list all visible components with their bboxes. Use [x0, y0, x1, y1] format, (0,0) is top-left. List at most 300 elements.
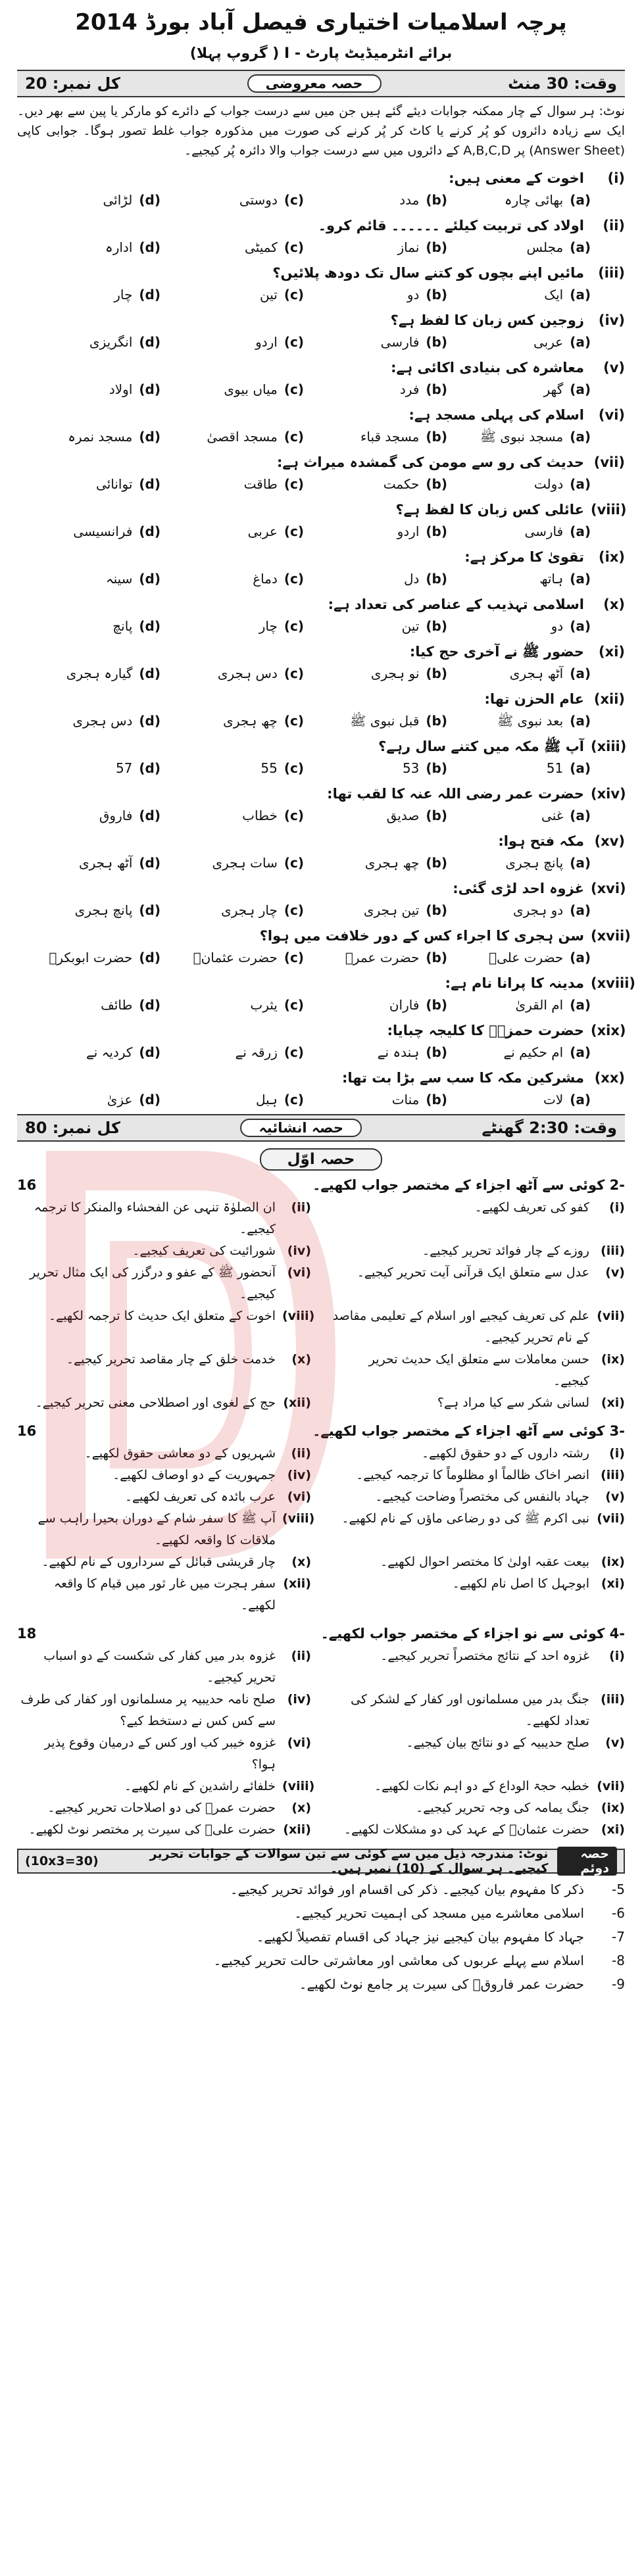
- mcq-stem: [17, 498, 625, 521]
- mcq-number: (xiii): [591, 739, 627, 754]
- part-number: (viii): [282, 1779, 315, 1793]
- mcq-stem: [17, 641, 625, 663]
- mcq-item: [17, 925, 631, 968]
- objective-header-bar: [17, 70, 625, 97]
- mcq-stem: [17, 404, 625, 426]
- essay-text: ذکر کا مفہوم بیان کیجیے۔ ذکر کی اقسام اور فوائد تحریر کیجیے۔: [230, 1882, 584, 1897]
- mcq-option: [17, 331, 160, 352]
- option-text: دس ہجری: [217, 666, 278, 681]
- option-text: اولاد: [109, 381, 133, 397]
- option-text: ایک: [544, 287, 564, 303]
- part-number: (i): [609, 1446, 625, 1461]
- mcq-item: [17, 498, 625, 542]
- option-letter: (a): [570, 381, 591, 397]
- option-letter: (b): [426, 192, 447, 208]
- part-number: (ii): [291, 1446, 311, 1461]
- part-number: (iv): [287, 1468, 311, 1482]
- part-text: حضرت عثمانؓ کے عہد کی دو مشکلات لکھیے۔: [343, 1822, 589, 1837]
- option-letter: (a): [570, 476, 591, 492]
- option-letter: (d): [139, 571, 160, 587]
- mcq-stem: [17, 167, 625, 189]
- option-text: فرد: [399, 381, 420, 397]
- short-question-part: [331, 1819, 625, 1841]
- part-text: چار قریشی قبائل کے سرداروں کے نام لکھیے۔: [41, 1555, 276, 1569]
- option-letter: (d): [139, 429, 160, 445]
- part-number: (vi): [287, 1736, 311, 1750]
- part-text: انصر اخاک ظالماً او مظلوماً کا ترجمہ کیجیے۔: [356, 1468, 589, 1482]
- mcq-option: [160, 616, 304, 637]
- option-letter: (d): [139, 192, 160, 208]
- option-text: حضرت علیؓ: [489, 950, 564, 965]
- option-text: حضرت ابوبکرؓ: [49, 950, 133, 965]
- part-number: (vii): [597, 1779, 625, 1793]
- mcq-options: [17, 474, 625, 495]
- mcq-option: [304, 710, 447, 731]
- option-letter: (b): [426, 523, 447, 539]
- mcq-number: (iii): [598, 265, 625, 281]
- mcq-question-text: حضور ﷺ نے آخری حج کیا:: [409, 644, 584, 660]
- mcq-option: [304, 379, 447, 400]
- option-letter: (c): [284, 666, 304, 681]
- mcq-stem: [17, 262, 625, 284]
- short-question-part: [331, 1689, 625, 1732]
- option-text: آٹھ ہجری: [78, 855, 133, 871]
- option-letter: (a): [570, 808, 591, 823]
- short-question-part: [331, 1240, 625, 1262]
- mcq-option: [304, 805, 447, 826]
- short-question-part: [331, 1551, 625, 1573]
- mcq-option: [17, 900, 160, 921]
- option-text: 53: [402, 760, 420, 776]
- option-text: تین: [401, 618, 420, 634]
- option-text: دولت: [533, 476, 564, 492]
- part-number: (xi): [601, 1396, 625, 1410]
- mcq-option: [160, 426, 304, 447]
- part-text: غزوہ احد کے نتائج مختصراً تحریر کیجیے۔: [380, 1649, 589, 1663]
- part-two-bar: [17, 1849, 625, 1874]
- short-question-part: [17, 1645, 311, 1689]
- option-letter: (d): [139, 239, 160, 255]
- option-text: یثرب: [250, 997, 278, 1013]
- mcq-option: [304, 1089, 447, 1110]
- part-two-label: حصہ دوئم: [557, 1847, 617, 1876]
- option-text: مسجد قباء: [360, 429, 420, 445]
- option-letter: (b): [426, 334, 447, 350]
- mcq-option: [447, 331, 591, 352]
- option-text: فرانسیسی: [73, 523, 133, 539]
- mcq-number: (ii): [603, 218, 625, 233]
- part-text: حضرت علیؓ کی سیرت پر مختصر نوٹ لکھیے۔: [28, 1822, 276, 1837]
- part-text: رشتہ داروں کے دو حقوق لکھیے۔: [422, 1446, 589, 1461]
- short-question-part: [331, 1573, 625, 1616]
- option-text: زرقہ نے: [235, 1044, 278, 1060]
- part-text: جمہوریت کے دو اوصاف لکھیے۔: [112, 1468, 276, 1482]
- mcq-option: [447, 1042, 591, 1063]
- part-text: جنگ یمامہ کی وجہ تحریر کیجیے۔: [416, 1801, 589, 1815]
- option-letter: (a): [570, 1044, 591, 1060]
- mcq-stem: [17, 451, 625, 474]
- part-number: (ii): [291, 1649, 311, 1663]
- mcq-options: [17, 284, 625, 305]
- mcq-option: [447, 994, 591, 1015]
- mcq-option: [304, 947, 447, 968]
- part-number: (v): [605, 1736, 625, 1750]
- part-text: خدمت خلق کے چار مقاصد تحریر کیجیے۔: [66, 1352, 276, 1367]
- essay-number: -8: [612, 1953, 625, 1968]
- mcq-stem: [17, 877, 625, 900]
- option-letter: (b): [426, 381, 447, 397]
- part-text: عرب بائدہ کی تعریف لکھیے۔: [124, 1490, 276, 1504]
- option-letter: (a): [570, 713, 591, 729]
- part-number: (ii): [291, 1200, 311, 1215]
- mcq-item: [17, 877, 625, 921]
- objective-time: وقت: 30 منٹ: [508, 74, 617, 93]
- mcq-item: [17, 214, 625, 258]
- option-text: 51: [546, 760, 564, 776]
- objective-total-marks: کل نمبر: 20: [25, 74, 120, 93]
- short-question-part: [331, 1732, 625, 1776]
- option-letter: (b): [426, 239, 447, 255]
- mcq-options: [17, 237, 625, 258]
- mcq-option: [160, 710, 304, 731]
- mcq-option: [17, 568, 160, 589]
- option-letter: (c): [284, 239, 304, 255]
- part-text: خطبہ حجۃ الوداع کے دو اہم نکات لکھیے۔: [374, 1779, 589, 1793]
- mcq-question-text: مدینہ کا پرانا نام ہے:: [445, 975, 584, 991]
- mcq-option: [160, 900, 304, 921]
- option-letter: (d): [139, 713, 160, 729]
- mcq-number: (vi): [598, 407, 625, 423]
- mcq-item: [17, 451, 625, 495]
- mcq-item: [17, 262, 625, 305]
- option-letter: (a): [570, 429, 591, 445]
- option-text: دو ہجری: [512, 902, 564, 918]
- mcq-stem: [17, 593, 625, 616]
- option-text: میاں بیوی: [224, 381, 278, 397]
- mcq-item: [17, 972, 636, 1015]
- option-text: مسجد نبوی ﷺ: [480, 429, 564, 445]
- part-text: حضرت عمرؓ کی دو اصلاحات تحریر کیجیے۔: [47, 1801, 276, 1815]
- short-question-part: [17, 1305, 315, 1349]
- mcq-options: [17, 758, 625, 779]
- part-text: ابوجہل کا اصل نام لکھیے۔: [452, 1576, 589, 1591]
- essay-number: -9: [612, 1976, 625, 1992]
- option-letter: (d): [139, 476, 160, 492]
- subjective-total-marks: کل نمبر: 80: [25, 1119, 120, 1137]
- option-text: آٹھ ہجری: [509, 666, 564, 681]
- option-letter: (c): [284, 902, 304, 918]
- mcq-number: (xix): [591, 1023, 626, 1038]
- q4-text: کوئی سے نو اجزاء کے مختصر جواب لکھیے۔: [320, 1626, 605, 1641]
- option-letter: (a): [570, 523, 591, 539]
- option-letter: (a): [570, 287, 591, 303]
- part-text: علم کی تعریف کیجیے اور اسلام کے تعلیمی مقاصد کے نام تحریر کیجیے۔: [332, 1309, 589, 1345]
- option-letter: (b): [426, 618, 447, 634]
- mcq-option: [304, 758, 447, 779]
- mcq-question-text: مکہ فتح ہوا:: [498, 833, 584, 849]
- option-letter: (d): [139, 808, 160, 823]
- option-text: عربی: [533, 334, 564, 350]
- mcq-options: [17, 426, 625, 447]
- essay-number: -5: [612, 1882, 625, 1897]
- essay-text: اسلامی معاشرے میں مسجد کی اہمیت تحریر کیجیے۔: [294, 1905, 584, 1921]
- short-question-part: [331, 1349, 625, 1392]
- essay-number: -6: [612, 1905, 625, 1921]
- mcq-question-text: مائیں اپنے بچوں کو کتنے سال تک دودھ پلائیں؟: [272, 265, 584, 281]
- part-text: لسانی شکر سے کیا مراد ہے؟: [437, 1396, 589, 1410]
- paper-year: 2014: [75, 9, 137, 36]
- part-text: حج کے لغوی اور اصطلاحی معنی تحریر کیجیے۔: [35, 1396, 276, 1410]
- mcq-number: (xi): [599, 644, 625, 660]
- part-one-heading: [17, 1151, 625, 1168]
- mcq-options: [17, 568, 625, 589]
- q3-text: کوئی سے آٹھ اجزاء کے مختصر جواب لکھیے۔: [312, 1423, 605, 1439]
- mcq-option: [17, 379, 160, 400]
- mcq-options: [17, 900, 625, 921]
- option-text: نماز: [397, 239, 420, 255]
- part-number: (i): [609, 1649, 625, 1663]
- subjective-time: وقت: 2:30 گھنٹے: [482, 1119, 617, 1137]
- mcq-stem: [17, 214, 625, 237]
- option-letter: (d): [139, 618, 160, 634]
- mcq-stem: [17, 1067, 625, 1089]
- option-letter: (a): [570, 760, 591, 776]
- option-letter: (a): [570, 618, 591, 634]
- q3-heading: [17, 1419, 625, 1443]
- part-text: کفو کی تعریف لکھیے۔: [474, 1200, 589, 1215]
- mcq-option: [160, 1042, 304, 1063]
- short-question-part: [331, 1465, 625, 1486]
- option-text: طاقت: [243, 476, 278, 492]
- mcq-option: [304, 852, 447, 873]
- short-question-part: [17, 1443, 311, 1465]
- q2-number: -2: [609, 1177, 625, 1193]
- option-letter: (d): [139, 902, 160, 918]
- mcq-option: [447, 521, 591, 542]
- option-letter: (b): [426, 1092, 447, 1107]
- option-text: منات: [391, 1092, 420, 1107]
- short-question-part: [17, 1551, 311, 1573]
- option-letter: (a): [570, 571, 591, 587]
- mcq-question-text: معاشرہ کی بنیادی اکائی ہے:: [391, 360, 584, 376]
- mcq-question-text: غزوہ احد لڑی گئی:: [453, 881, 584, 896]
- mcq-options: [17, 616, 625, 637]
- part-text: حسن معاملات سے متعلق ایک حدیث تحریر کیجیے۔: [368, 1352, 589, 1388]
- short-question-part: [331, 1486, 625, 1508]
- option-text: پانچ ہجری: [74, 902, 133, 918]
- mcq-number: (xii): [593, 691, 625, 707]
- option-text: 55: [260, 760, 278, 776]
- mcq-number: (xviii): [591, 975, 636, 991]
- short-question-part: [17, 1797, 311, 1819]
- mcq-question-text: آپ ﷺ مکہ میں کتنے سال رہے؟: [378, 739, 584, 754]
- option-text: مسجد نمرہ: [68, 429, 133, 445]
- option-letter: (d): [139, 523, 160, 539]
- part-number: (viii): [282, 1309, 315, 1323]
- option-text: دوستی: [239, 192, 278, 208]
- part-number: (v): [605, 1265, 625, 1280]
- mcq-option: [17, 1042, 160, 1063]
- option-letter: (a): [570, 192, 591, 208]
- mcq-option: [447, 284, 591, 305]
- option-text: مدد: [399, 192, 420, 208]
- mcq-item: [17, 1019, 625, 1063]
- short-question-part: [17, 1573, 311, 1616]
- option-letter: (c): [284, 618, 304, 634]
- option-text: دل: [403, 571, 420, 587]
- part-text: جہاد بالنفس کی مختصراً وضاحت کیجیے۔: [375, 1490, 589, 1504]
- mcq-option: [447, 237, 591, 258]
- option-letter: (c): [284, 997, 304, 1013]
- option-letter: (d): [139, 855, 160, 871]
- mcq-number: (v): [603, 360, 625, 376]
- option-letter: (d): [139, 287, 160, 303]
- short-question-part: [331, 1508, 625, 1551]
- option-text: کردیہ نے: [86, 1044, 133, 1060]
- mcq-question-text: زوجین کس زبان کا لفظ ہے؟: [390, 312, 584, 328]
- option-letter: (a): [570, 1092, 591, 1107]
- option-letter: (b): [426, 950, 447, 965]
- q2-marks: 16: [17, 1177, 37, 1193]
- mcq-option: [447, 852, 591, 873]
- mcq-number: (viii): [591, 502, 627, 518]
- option-text: خطاب: [242, 808, 278, 823]
- option-text: ہبل: [255, 1092, 278, 1107]
- essay-question: [17, 1901, 625, 1925]
- mcq-item: [17, 735, 625, 779]
- mcq-option: [304, 331, 447, 352]
- option-text: مسجد اقصیٰ: [207, 429, 278, 445]
- essay-question: [17, 1925, 625, 1949]
- short-question-part: [17, 1392, 311, 1414]
- mcq-option: [447, 426, 591, 447]
- short-question-part: [331, 1797, 625, 1819]
- mcq-option: [17, 805, 160, 826]
- mcq-option: [17, 616, 160, 637]
- option-text: بعد نبوی ﷺ: [497, 713, 564, 729]
- mcq-stem: [17, 972, 636, 994]
- option-text: چھ ہجری: [364, 855, 420, 871]
- mcq-option: [304, 1042, 447, 1063]
- mcq-option: [304, 521, 447, 542]
- q3-number: -3: [609, 1423, 625, 1439]
- option-letter: (c): [284, 571, 304, 587]
- essay-number: -7: [612, 1929, 625, 1945]
- part-number: (x): [291, 1801, 311, 1815]
- q2-heading: [17, 1173, 625, 1197]
- mcq-option: [160, 474, 304, 495]
- mcq-number: (xv): [594, 833, 625, 849]
- essay-question: [17, 1878, 625, 1901]
- mcq-question-text: مشرکین مکہ کا سب سے بڑا بت تھا:: [341, 1070, 584, 1086]
- part-text: غزوہ خیبر کب اور کس کے درمیان وقوع پذیر ہوا؟: [44, 1736, 276, 1772]
- mcq-stem: [17, 356, 625, 379]
- mcq-option: [304, 616, 447, 637]
- option-text: نو ہجری: [370, 666, 420, 681]
- mcq-question-text: اسلام کی پہلی مسجد ہے:: [408, 407, 584, 423]
- option-text: لڑائی: [103, 192, 133, 208]
- option-text: پانچ: [112, 618, 133, 634]
- short-question-part: [331, 1645, 625, 1689]
- mcq-item: [17, 309, 625, 352]
- mcq-stem: [17, 735, 625, 758]
- option-text: دس ہجری: [72, 713, 133, 729]
- option-letter: (c): [284, 950, 304, 965]
- option-letter: (d): [139, 381, 160, 397]
- option-letter: (c): [284, 334, 304, 350]
- mcq-options: [17, 379, 625, 400]
- subjective-section-label: حصہ انشائیہ: [240, 1119, 362, 1137]
- mcq-option: [447, 474, 591, 495]
- option-letter: (b): [426, 666, 447, 681]
- mcq-options: [17, 710, 625, 731]
- option-letter: (a): [570, 997, 591, 1013]
- mcq-option: [447, 568, 591, 589]
- option-text: سات ہجری: [212, 855, 278, 871]
- option-text: مجلس: [526, 239, 564, 255]
- mcq-option: [447, 663, 591, 684]
- option-letter: (c): [284, 713, 304, 729]
- mcq-option: [17, 237, 160, 258]
- mcq-item: [17, 641, 625, 684]
- q2-parts: [17, 1197, 625, 1414]
- short-question-part: [17, 1349, 311, 1392]
- mcq-stem: [17, 830, 625, 852]
- option-letter: (c): [284, 381, 304, 397]
- option-text: فاران: [389, 997, 420, 1013]
- mcq-option: [160, 237, 304, 258]
- option-letter: (b): [426, 997, 447, 1013]
- option-letter: (c): [284, 192, 304, 208]
- mcq-options: [17, 947, 625, 968]
- mcq-option: [160, 379, 304, 400]
- part-number: (viii): [282, 1511, 315, 1526]
- mcq-option: [447, 379, 591, 400]
- short-question-part: [331, 1305, 625, 1349]
- option-letter: (c): [284, 1044, 304, 1060]
- mcq-option: [160, 805, 304, 826]
- essay-text: حضرت عمر فاروقؓ کی سیرت پر جامع نوٹ لکھیے۔: [299, 1976, 584, 1992]
- mcq-number: (vii): [593, 454, 625, 470]
- mcq-option: [447, 189, 591, 210]
- option-letter: (a): [570, 902, 591, 918]
- option-text: چار ہجری: [221, 902, 278, 918]
- short-question-part: [17, 1486, 311, 1508]
- option-text: کمیٹی: [245, 239, 278, 255]
- mcq-number: (xvi): [591, 881, 626, 896]
- option-letter: (b): [426, 902, 447, 918]
- mcq-number: (i): [607, 170, 625, 186]
- mcq-number: (x): [603, 596, 625, 612]
- option-letter: (a): [570, 334, 591, 350]
- part-number: (x): [291, 1555, 311, 1569]
- short-question-part: [17, 1262, 311, 1305]
- mcq-option: [160, 521, 304, 542]
- mcq-option: [447, 616, 591, 637]
- mcq-question-text: اولاد کی تربیت کیلئے ۔۔۔۔۔۔ قائم کرو۔: [318, 218, 584, 233]
- mcq-option: [304, 900, 447, 921]
- part-number: (xii): [283, 1396, 311, 1410]
- mcq-option: [304, 284, 447, 305]
- option-letter: (b): [426, 476, 447, 492]
- mcq-number: (ix): [599, 549, 625, 565]
- objective-section-label: حصہ معروضی: [247, 74, 382, 93]
- option-text: بھائی چارہ: [504, 192, 564, 208]
- mcq-options: [17, 521, 625, 542]
- mcq-option: [160, 189, 304, 210]
- option-text: لات: [543, 1092, 564, 1107]
- option-text: دو: [407, 287, 420, 303]
